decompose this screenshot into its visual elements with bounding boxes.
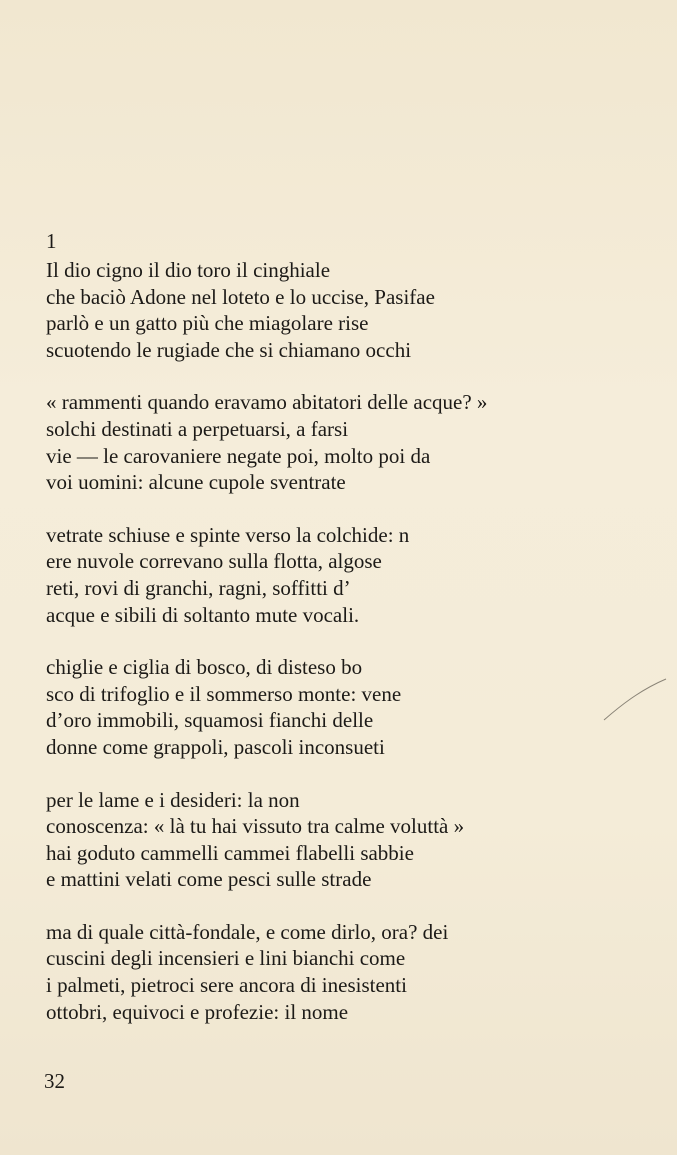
poem-line: d’oro immobili, squamosi fianchi delle bbox=[46, 708, 374, 733]
poem-line: voi uomini: alcune cupole sventrate bbox=[46, 470, 346, 495]
poem-body bbox=[46, 257, 646, 1051]
poem-line: ere nuvole correvano sulla flotta, algose bbox=[46, 549, 382, 574]
poem-line: i palmeti, pietroci sere ancora di inesistenti bbox=[46, 973, 407, 998]
poem-line: parlò e un gatto più che miagolare rise bbox=[46, 311, 369, 336]
poem-line: conoscenza: « là tu hai vissuto tra calme voluttà » bbox=[46, 814, 465, 839]
poem-line: vetrate schiuse e spinte verso la colchide: n bbox=[46, 522, 410, 547]
poem-line: ma di quale città-fondale, e come dirlo, ora? dei bbox=[46, 919, 449, 944]
stanza-5 bbox=[46, 787, 646, 893]
poem-line: reti, rovi di granchi, ragni, soffitti d’ bbox=[46, 575, 351, 600]
poem-line: ottobri, equivoci e profezie: il nome bbox=[46, 999, 349, 1024]
poem-line: vie — le carovaniere negate poi, molto poi da bbox=[46, 443, 431, 468]
page-number: 32 bbox=[44, 1069, 65, 1093]
poem-line: acque e sibili di soltanto mute vocali. bbox=[46, 602, 360, 627]
stanza-3 bbox=[46, 522, 646, 628]
poem-line: solchi destinati a perpetuarsi, a farsi bbox=[46, 416, 349, 441]
poem-line: che baciò Adone nel loteto e lo uccise, Pasifae bbox=[46, 284, 435, 309]
poem-line: per le lame e i desideri: la non bbox=[46, 787, 300, 812]
poem-line: hai goduto cammelli cammei flabelli sabbie bbox=[46, 840, 414, 865]
stanza-6 bbox=[46, 919, 646, 1025]
stanza-4 bbox=[46, 654, 646, 760]
poem-line: Il dio cigno il dio toro il cinghiale bbox=[46, 258, 331, 282]
stanza-1 bbox=[46, 257, 646, 363]
poem-line: donne come grappoli, pascoli inconsueti bbox=[46, 734, 385, 759]
poem-line: « rammenti quando eravamo abitatori delle acque? » bbox=[46, 390, 488, 415]
poem-line: e mattini velati come pesci sulle strade bbox=[46, 867, 372, 892]
poem-line: chiglie e ciglia di bosco, di disteso bo bbox=[46, 655, 363, 680]
poem-number: 1 bbox=[46, 229, 57, 253]
poem-line: scuotendo le rugiade che si chiamano occhi bbox=[46, 337, 412, 362]
stanza-2 bbox=[46, 389, 646, 495]
poem-line: sco di trifoglio e il sommerso monte: vene bbox=[46, 681, 402, 706]
pencil-mark bbox=[600, 676, 670, 724]
poem-line: cuscini degli incensieri e lini bianchi come bbox=[46, 946, 406, 971]
